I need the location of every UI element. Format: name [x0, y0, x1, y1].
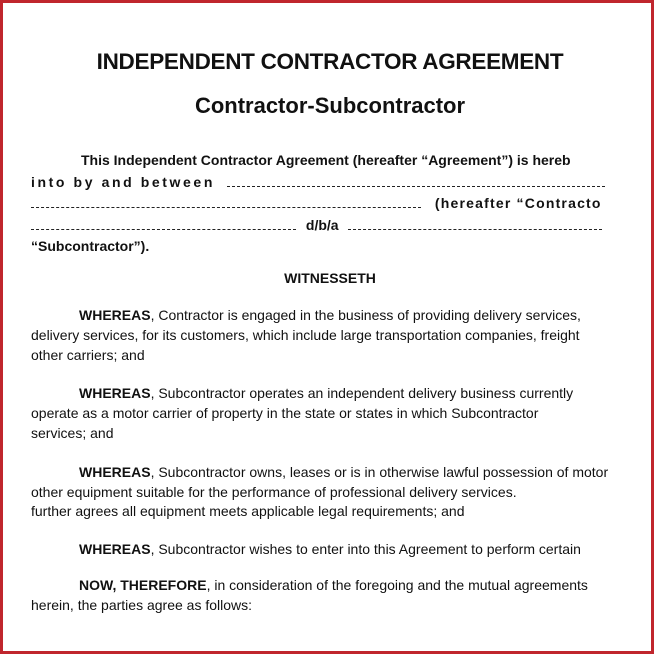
clause-3-text-1: , Subcontractor owns, leases or is in otherwise lawful possession of motor — [150, 464, 609, 480]
clause-3-line-1 — [79, 463, 608, 481]
clause-4-line-1 — [79, 540, 581, 558]
intro-line-2-text: into by and between — [31, 174, 215, 190]
blank-dba-name[interactable] — [348, 217, 602, 230]
blank-contractor-name[interactable] — [227, 174, 605, 187]
intro-line-4 — [31, 216, 602, 234]
blank-subcontractor-name[interactable] — [31, 217, 296, 230]
clause-1-line-1 — [79, 306, 581, 324]
clause-5-lead: NOW, THEREFORE — [79, 577, 207, 593]
clause-1-line-2: delivery services, for its customers, which include large transportation companies, freight — [31, 327, 580, 343]
clause-3-line-3: further agrees all equipment meets applicable legal requirements; and — [31, 503, 465, 519]
document-title: INDEPENDENT CONTRACTOR AGREEMENT — [96, 49, 564, 74]
clause-2-text-1: , Subcontractor operates an independent delivery business currently — [150, 385, 574, 401]
clause-5-line-2: herein, the parties agree as follows: — [31, 597, 253, 613]
clause-4-text-1: , Subcontractor wishes to enter into this Agreement to perform certain — [150, 541, 581, 557]
intro-line-4-text: d/b/a — [305, 217, 339, 233]
clause-5-text-1: , in consideration of the foregoing and the mutual agreements — [206, 577, 588, 593]
clause-3-lead: WHEREAS — [79, 464, 151, 480]
clause-2-line-1 — [79, 384, 573, 402]
clause-2-line-2: operate as a motor carrier of property in the state or states in which Subcontractor — [31, 405, 539, 421]
blank-contractor-address[interactable] — [31, 195, 421, 208]
witnesseth-heading: WITNESSETH — [284, 270, 376, 286]
clause-1-lead: WHEREAS — [79, 307, 151, 323]
clause-4-lead: WHEREAS — [79, 541, 151, 557]
clause-3-line-2: other equipment suitable for the performance of professional delivery services. — [31, 484, 517, 500]
intro-line-2 — [31, 173, 605, 191]
intro-line-1: This Independent Contractor Agreement (hereafter “Agreement”) is hereb — [81, 152, 571, 168]
clause-5-line-1 — [79, 576, 588, 594]
document-subtitle: Contractor-Subcontractor — [194, 93, 466, 118]
clause-1-line-3: other carriers; and — [31, 347, 145, 363]
clause-1-text-1: , Contractor is engaged in the business of providing delivery services, — [150, 307, 581, 323]
intro-line-5: “Subcontractor”). — [31, 238, 150, 254]
intro-line-3-text: (hereafter “Contracto — [434, 195, 602, 211]
clause-2-lead: WHEREAS — [79, 385, 151, 401]
clause-2-line-3: services; and — [31, 425, 114, 441]
intro-line-3 — [31, 194, 602, 212]
